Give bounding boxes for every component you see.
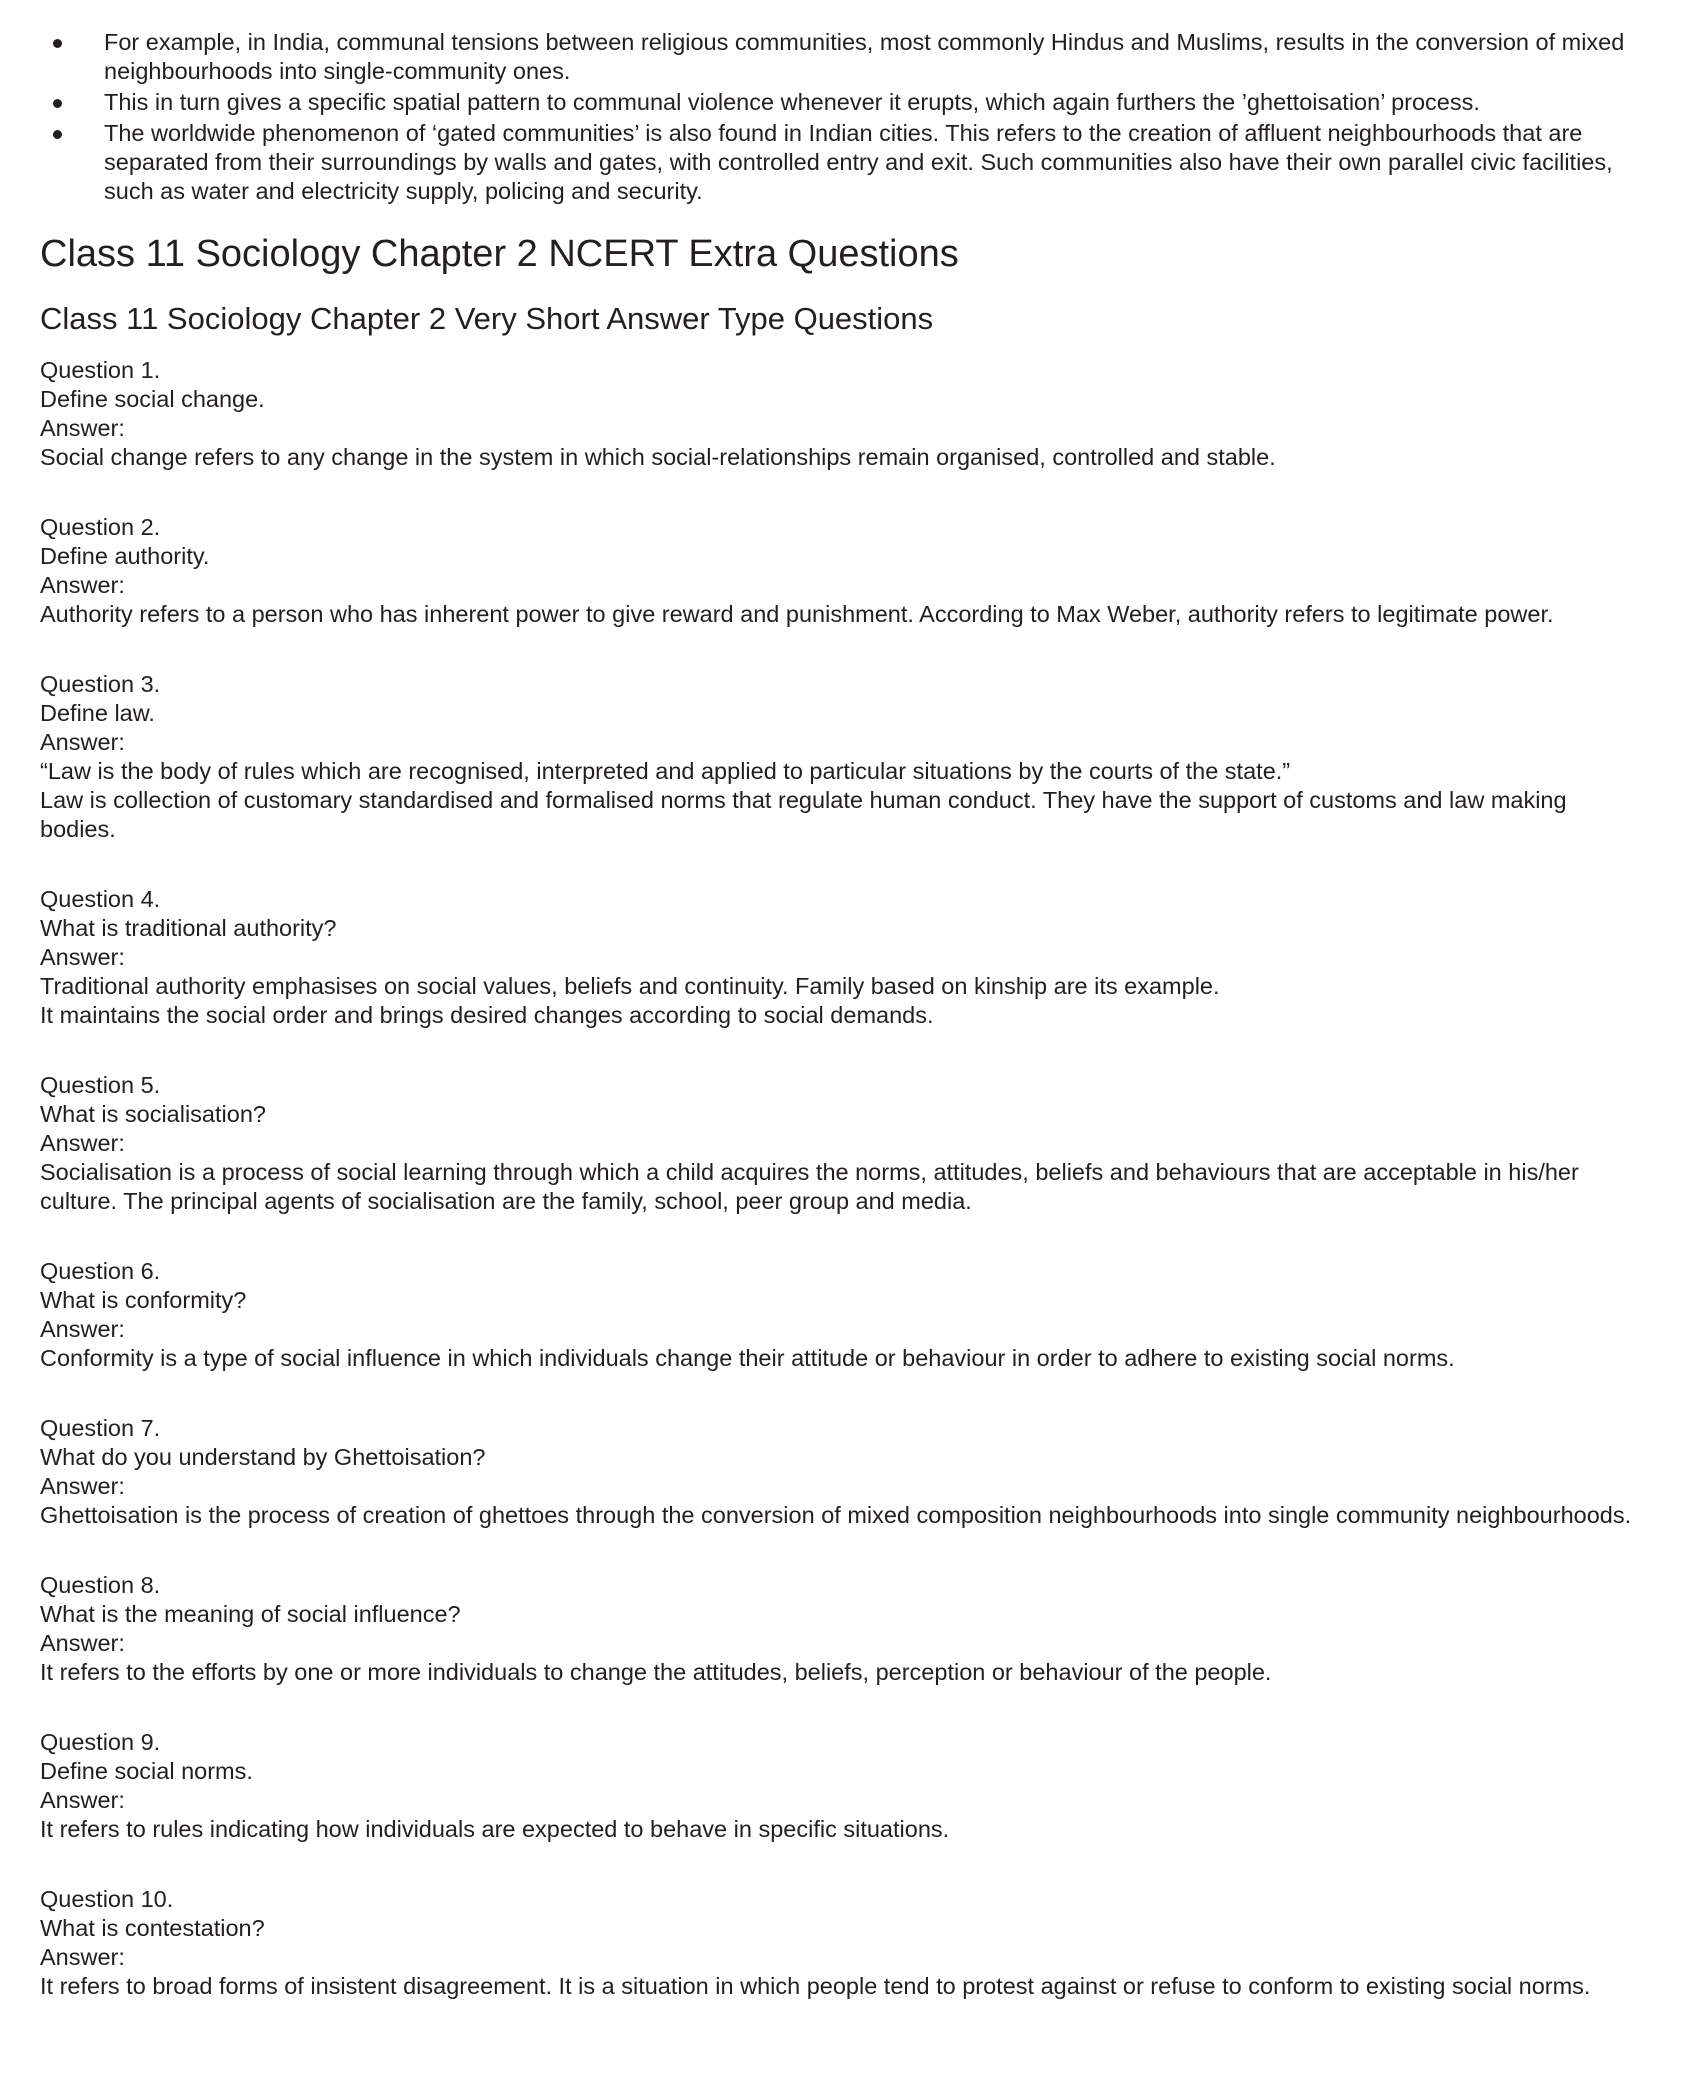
bullet-icon — [53, 99, 62, 108]
answer-text: Social change refers to any change in the system in which social-relationships remain organised, controlled and stable. — [40, 444, 1276, 470]
answer-label: Answer: — [40, 572, 125, 598]
question-number: Question 2. — [40, 514, 161, 540]
question-item — [40, 1071, 1660, 1216]
question-item — [40, 1571, 1660, 1687]
question-text: What is conformity? — [40, 1287, 247, 1313]
question-text: Define social change. — [40, 386, 265, 412]
answer-label: Answer: — [40, 1944, 125, 1970]
question-item — [40, 513, 1660, 629]
question-text: Define authority. — [40, 543, 210, 569]
bullet-text: This in turn gives a specific spatial pattern to communal violence whenever it erupts, which again furthers the ’ghettoisation’ process. — [104, 89, 1480, 115]
question-item — [40, 1885, 1660, 2001]
question-text: What do you understand by Ghettoisation? — [40, 1444, 486, 1470]
question-number: Question 1. — [40, 357, 161, 383]
answer-text: Conformity is a type of social influence in which individuals change their attitude or behaviour in order to adhere to existing social norms. — [40, 1345, 1455, 1371]
question-list — [40, 356, 1660, 2001]
answer-label: Answer: — [40, 1630, 125, 1656]
question-item — [40, 1257, 1660, 1373]
bullet-icon — [53, 39, 62, 48]
question-text: What is contestation? — [40, 1915, 265, 1941]
answer-text: Ghettoisation is the process of creation of ghettoes through the conversion of mixed composition neighbourhoods into single community neighbourhoods. — [40, 1502, 1632, 1528]
question-number: Question 3. — [40, 671, 161, 697]
answer-text: Law is collection of customary standardised and formalised norms that regulate human conduct. They have the support of customs and law making bodies. — [40, 787, 1567, 842]
answer-label: Answer: — [40, 1316, 125, 1342]
answer-label: Answer: — [40, 944, 125, 970]
question-number: Question 5. — [40, 1072, 161, 1098]
answer-text: Socialisation is a process of social learning through which a child acquires the norms, attitudes, beliefs and behaviours that are acceptable in his/her culture. The principal agents of socialisation are the family, school, peer group and media. — [40, 1159, 1579, 1214]
bullet-item — [40, 119, 1660, 206]
question-item — [40, 670, 1660, 844]
answer-text: Traditional authority emphasises on social values, beliefs and continuity. Family based on kinship are its example. — [40, 973, 1220, 999]
answer-text: It refers to the efforts by one or more individuals to change the attitudes, beliefs, perception or behaviour of the people. — [40, 1659, 1272, 1685]
bullet-icon — [53, 130, 62, 139]
question-item — [40, 356, 1660, 472]
question-item — [40, 885, 1660, 1030]
answer-text: Authority refers to a person who has inherent power to give reward and punishment. According to Max Weber, authority refers to legitimate power. — [40, 601, 1554, 627]
question-item — [40, 1414, 1660, 1530]
bullet-list — [40, 28, 1660, 206]
answer-label: Answer: — [40, 1473, 125, 1499]
section-title: Class 11 Sociology Chapter 2 Very Short Answer Type Questions — [40, 301, 934, 336]
bullet-item — [40, 28, 1660, 86]
answer-label: Answer: — [40, 1787, 125, 1813]
answer-label: Answer: — [40, 1130, 125, 1156]
answer-text: It refers to rules indicating how individuals are expected to behave in specific situations. — [40, 1816, 950, 1842]
question-number: Question 7. — [40, 1415, 161, 1441]
bullet-item — [40, 88, 1660, 117]
bullet-text: For example, in India, communal tensions between religious communities, most commonly Hindus and Muslims, results in the conversion of mixed neighbourhoods into single-community ones. — [104, 29, 1625, 84]
bullet-text: The worldwide phenomenon of ‘gated communities’ is also found in Indian cities. This refers to the creation of affluent neighbourhoods that are separated from their surroundings by walls and gates, with controlled entry and exit. Such communities also have their own parallel civic facilities, such as water and electricity supply, policing and security. — [104, 120, 1613, 204]
question-number: Question 4. — [40, 886, 161, 912]
answer-label: Answer: — [40, 729, 125, 755]
question-number: Question 6. — [40, 1258, 161, 1284]
answer-text: “Law is the body of rules which are recognised, interpreted and applied to particular situations by the courts of the state.” — [40, 758, 1291, 784]
question-number: Question 8. — [40, 1572, 161, 1598]
page-title: Class 11 Sociology Chapter 2 NCERT Extra Questions — [40, 233, 959, 275]
question-text: What is the meaning of social influence? — [40, 1601, 461, 1627]
answer-text: It maintains the social order and brings desired changes according to social demands. — [40, 1002, 934, 1028]
question-number: Question 10. — [40, 1886, 174, 1912]
answer-label: Answer: — [40, 415, 125, 441]
question-text: What is traditional authority? — [40, 915, 337, 941]
question-text: Define law. — [40, 700, 155, 726]
question-number: Question 9. — [40, 1729, 161, 1755]
question-text: What is socialisation? — [40, 1101, 266, 1127]
question-item — [40, 1728, 1660, 1844]
question-text: Define social norms. — [40, 1758, 253, 1784]
answer-text: It refers to broad forms of insistent disagreement. It is a situation in which people tend to protest against or refuse to conform to existing social norms. — [40, 1973, 1591, 1999]
